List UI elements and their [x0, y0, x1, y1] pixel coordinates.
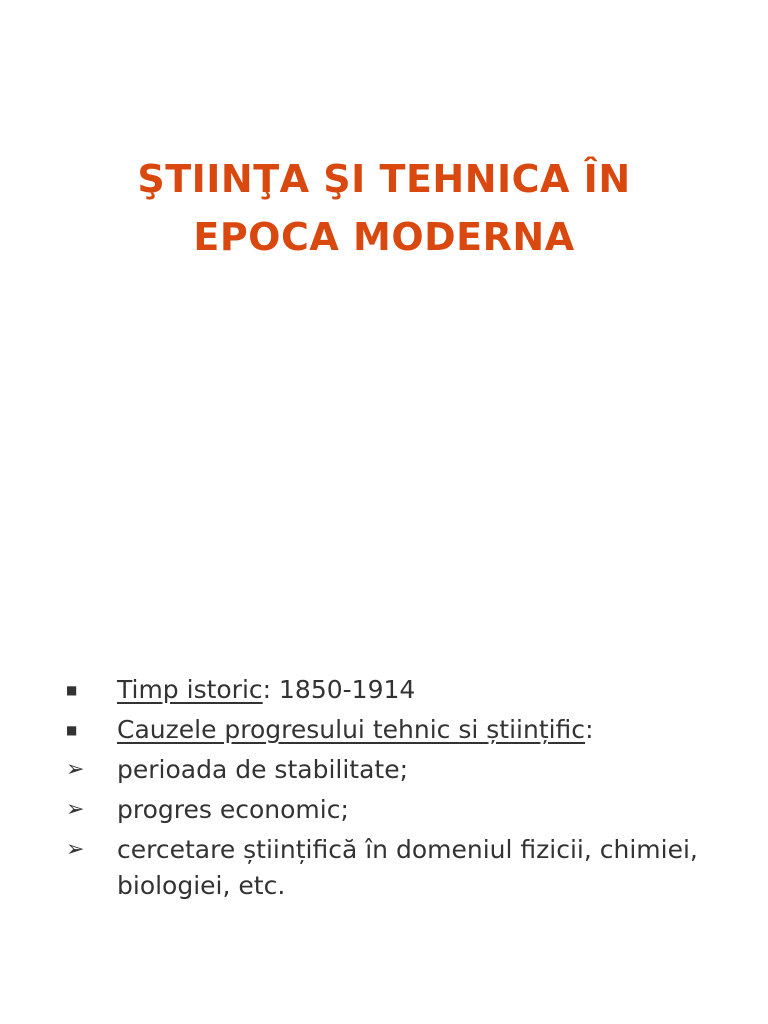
square-bullet-icon: ■	[66, 723, 78, 737]
slide-title	[0, 150, 768, 266]
list-item	[66, 752, 726, 788]
title-line-2: EPOCA MODERNA	[193, 215, 575, 259]
item-text: perioada de stabilitate;	[117, 755, 409, 784]
item-text: progres economic;	[117, 795, 349, 824]
list-item	[66, 792, 726, 828]
arrow-bullet-icon: ➢	[66, 757, 85, 782]
arrow-bullet-icon: ➢	[66, 797, 85, 822]
item-underlined-label: Timp istoric	[117, 675, 263, 704]
item-text: cercetare științifică în domeniul fizicii, chimiei, biologiei, etc.	[117, 835, 698, 900]
bullet-list	[66, 672, 726, 908]
item-rest-text: :	[585, 715, 594, 744]
list-item	[66, 832, 726, 904]
list-item	[66, 672, 726, 708]
arrow-bullet-icon: ➢	[66, 837, 85, 862]
title-line-1: ŞTIINŢA ŞI TEHNICA ÎN	[137, 157, 631, 201]
list-item	[66, 712, 726, 748]
item-underlined-label: Cauzele progresului tehnic si științific	[117, 715, 586, 744]
square-bullet-icon: ■	[66, 683, 78, 697]
item-rest-text: : 1850-1914	[262, 675, 416, 704]
